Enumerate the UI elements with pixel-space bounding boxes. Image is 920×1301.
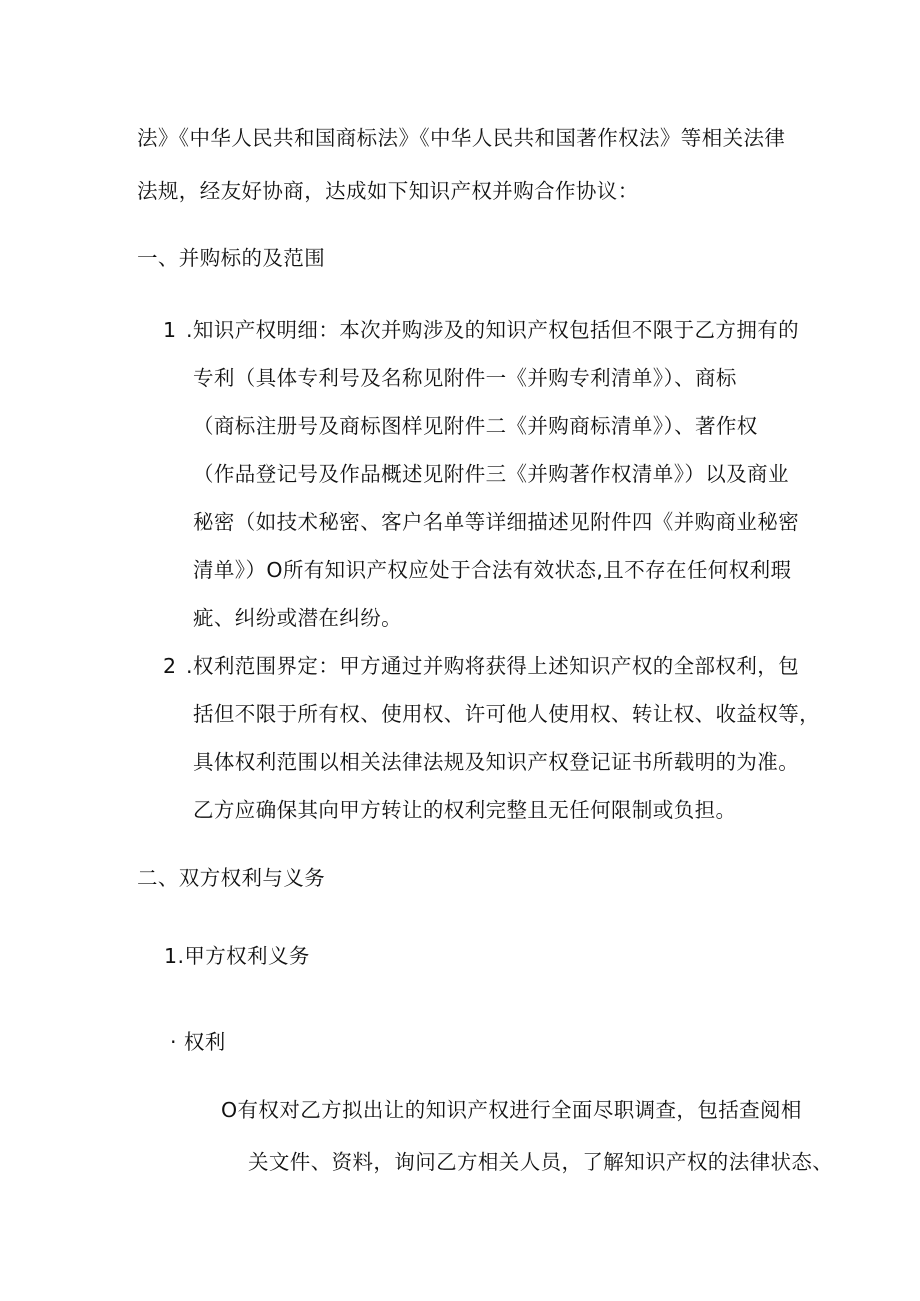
para-line-1: O有权对乙方拟出让的知识产权进行全面尽职调查，包括查阅相 xyxy=(221,1098,802,1122)
item-2-line-2: 括但不限于所有权、使用权、许可他人使用权、转让权、收益权等， xyxy=(193,702,820,726)
section-1-heading: 一、并购标的及范围 xyxy=(137,246,326,270)
item-1-number: 1 xyxy=(163,318,177,342)
item-2-number: 2 xyxy=(163,654,177,678)
item-1-line-3: （商标注册号及商标图样见附件二《并购商标清单》）、著作权 xyxy=(193,414,758,438)
item-2-line-3: 具体权利范围以相关法律法规及知识产权登记证书所载明的为准。 xyxy=(193,750,800,774)
intro-line-1: 法》《中华人民共和国商标法》《中华人民共和国著作权法》等相关法律 xyxy=(137,126,786,150)
section-2-heading: 二、双方权利与义务 xyxy=(137,866,326,890)
bullet-rights: · 权利 xyxy=(170,1030,226,1054)
item-1-line-7: 疵、纠纷或潜在纠纷。 xyxy=(193,606,402,630)
item-2-line-4: 乙方应确保其向甲方转让的权利完整且无任何限制或负担。 xyxy=(193,798,737,822)
item-1-line-1: .知识产权明细：本次并购涉及的知识产权包括但不限于乙方拥有的 xyxy=(186,318,800,342)
item-1-line-6: 清单》）O所有知识产权应处于合法有效状态,且不存在任何权利瑕 xyxy=(193,558,792,582)
intro-line-2: 法规，经友好协商，达成如下知识产权并购合作协议： xyxy=(137,179,639,203)
subsection-1-heading: 1.甲方权利义务 xyxy=(164,944,310,968)
item-1-line-5: 秘密（如技术秘密、客户名单等详细描述见附件四《并购商业秘密 xyxy=(193,510,800,534)
item-1-line-4: （作品登记号及作品概述见附件三《并购著作权清单》）以及商业 xyxy=(193,462,789,486)
para-line-2: 关文件、资料，询问乙方相关人员，了解知识产权的法律状态、 xyxy=(248,1150,834,1174)
item-2-line-1: .权利范围界定：甲方通过并购将获得上述知识产权的全部权利，包 xyxy=(186,654,800,678)
item-1-line-2: 专利（具体专利号及名称见附件一《并购专利清单》）、商标 xyxy=(193,366,737,390)
